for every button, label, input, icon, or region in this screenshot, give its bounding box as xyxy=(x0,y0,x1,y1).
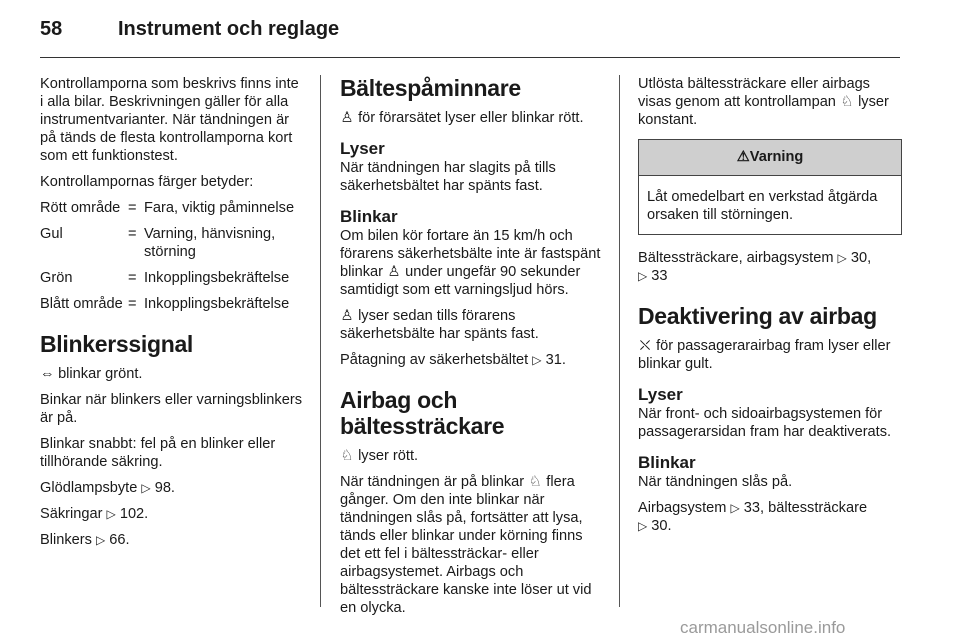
color-meaning: Inkopplingsbekräftelse xyxy=(144,296,290,312)
blinker-paragraph-2: Binkar när blinkers eller varningsblinkers är på. xyxy=(40,392,302,426)
seatbelt-icon: ♙ xyxy=(340,308,354,324)
color-table-row xyxy=(40,269,302,287)
airbag-heading: Airbag och bältessträckare xyxy=(340,387,505,439)
blinkar-paragraph: När tändningen slås på. xyxy=(638,474,793,490)
color-table-row xyxy=(40,225,302,261)
airbag-icon: ♘ xyxy=(840,94,854,110)
color-name: Rött område xyxy=(40,200,121,216)
column-divider xyxy=(320,75,321,607)
column-1 xyxy=(40,75,302,557)
deactivation-paragraph: ⛌ för passagerarairbag fram lyser eller blinkar gult. xyxy=(638,338,891,372)
page-ref-icon: ▷ xyxy=(95,533,106,547)
deactivation-heading: Deaktivering av airbag xyxy=(638,303,877,329)
lyser-until-paragraph: ♙ lyser sedan tills förarens säkerhetsbälte har spänts fast. xyxy=(340,308,539,342)
lyser-heading: Lyser xyxy=(638,385,683,404)
airbag-icon: ♘ xyxy=(528,474,542,490)
seatbelt-paragraph: ♙ för förarsätet lyser eller blinkar rött. xyxy=(340,110,584,126)
airbag-icon: ♘ xyxy=(340,448,354,464)
watermark: carmanualsonline.info xyxy=(680,618,846,637)
page-ref-icon: ▷ xyxy=(532,353,542,367)
blinker-paragraph-3: Blinkar snabbt: fel på en blinker eller tillhörande säkring. xyxy=(40,436,276,470)
equals-sign: = xyxy=(128,200,137,216)
lyser-paragraph: När front- och sidoairbagsystemen för passagerarsidan fram har deaktiverats. xyxy=(638,406,892,440)
page-title: Instrument och reglage xyxy=(118,18,340,40)
intro-paragraph: Kontrollamporna som beskrivs finns inte i alla bilar. Beskrivningen gäller för alla instrumentvarianter. När tändningen är på tänds de flesta kontrollamporna kort som ett funktionstest. xyxy=(40,76,299,164)
airbag-paragraph-2: När tändningen är på blinkar ♘ flera gånger. Om den inte blinkar när tändningen slås på, fortsätter att lysa, tänds eller blinkar under körning finns det ett fel i bältessträckar- eller airbagsystemet. Airbags och bältessträckare kanske inte löser ut vid en olycka. xyxy=(340,474,592,616)
ref-fuses: Säkringar ▷ 102. xyxy=(40,506,149,522)
ref-airbag-system-2: Airbagsystem ▷ 33, bältessträckare ▷ 30. xyxy=(638,500,868,534)
page-number: 58 xyxy=(40,18,63,40)
page-ref-icon: ▷ xyxy=(106,507,116,521)
page-ref-icon: ▷ xyxy=(141,481,151,495)
blinkar-paragraph: Om bilen kör fortare än 15 km/h och förarens säkerhetsbälte inte är fastspänt blinkar ♙ under ungefär 90 sekunder samtidigt som ett varningsljud hörs. xyxy=(340,228,601,298)
colors-intro: Kontrollampornas färger betyder: xyxy=(40,174,254,190)
page-ref-icon: ▷ xyxy=(730,501,740,515)
equals-sign: = xyxy=(128,226,137,242)
column-divider xyxy=(619,75,620,607)
ref-blinkers: Blinkers ▷ 66. xyxy=(40,532,130,548)
seatbelt-icon: ♙ xyxy=(340,110,354,126)
triggered-paragraph: Utlösta bältessträckare eller airbags visas genom att kontrollampan ♘ lyser konstant. xyxy=(638,76,889,128)
blinkar-heading: Blinkar xyxy=(340,207,398,226)
column-3 xyxy=(638,75,902,543)
ref-bulb: Glödlampsbyte ▷ 98. xyxy=(40,480,175,496)
blinker-paragraph: ⇔ blinkar grönt. xyxy=(40,366,143,382)
page-ref-icon: ▷ xyxy=(638,269,648,283)
color-meaning: Inkopplingsbekräftelse xyxy=(144,270,290,286)
equals-sign: = xyxy=(128,270,137,286)
color-name: Grön xyxy=(40,270,73,286)
ref-airbag-system: Bältessträckare, airbagsystem ▷ 30, ▷ 33 xyxy=(638,250,872,284)
color-table-row xyxy=(40,199,302,217)
blinker-heading: Blinkerssignal xyxy=(40,331,194,357)
seatbelt-icon: ♙ xyxy=(387,264,401,280)
warning-title: ⚠Varning xyxy=(639,140,901,176)
page-ref-icon: ▷ xyxy=(638,519,648,533)
blinkar-heading: Blinkar xyxy=(638,453,696,472)
color-table-row xyxy=(40,295,302,313)
warning-box xyxy=(638,139,902,235)
warning-triangle-icon: ⚠ xyxy=(736,149,750,165)
lyser-paragraph: När tändningen har slagits på tills säkerhetsbältet har spänts fast. xyxy=(340,160,556,194)
header-rule xyxy=(40,57,900,58)
page-header xyxy=(40,18,339,41)
equals-sign: = xyxy=(128,296,137,312)
page-ref-icon: ▷ xyxy=(837,251,847,265)
turn-signal-icon: ⇔ xyxy=(40,366,55,382)
warning-text: Låt omedelbart en verkstad åtgärda orsaken till störningen. xyxy=(647,189,878,223)
color-name: Blått område xyxy=(40,296,123,312)
color-name: Gul xyxy=(40,226,63,242)
airbag-paragraph: ♘ lyser rött. xyxy=(340,448,419,464)
lyser-heading: Lyser xyxy=(340,139,385,158)
seatbelt-heading: Bältespåminnare xyxy=(340,75,521,101)
color-meaning: Fara, viktig påminnelse xyxy=(144,200,295,216)
airbag-off-icon: ⛌ xyxy=(639,338,651,354)
color-meaning: Varning, hänvisning, störning xyxy=(144,226,276,260)
ref-belt: Påtagning av säkerhetsbältet ▷ 31. xyxy=(340,352,566,368)
column-2 xyxy=(340,75,604,625)
